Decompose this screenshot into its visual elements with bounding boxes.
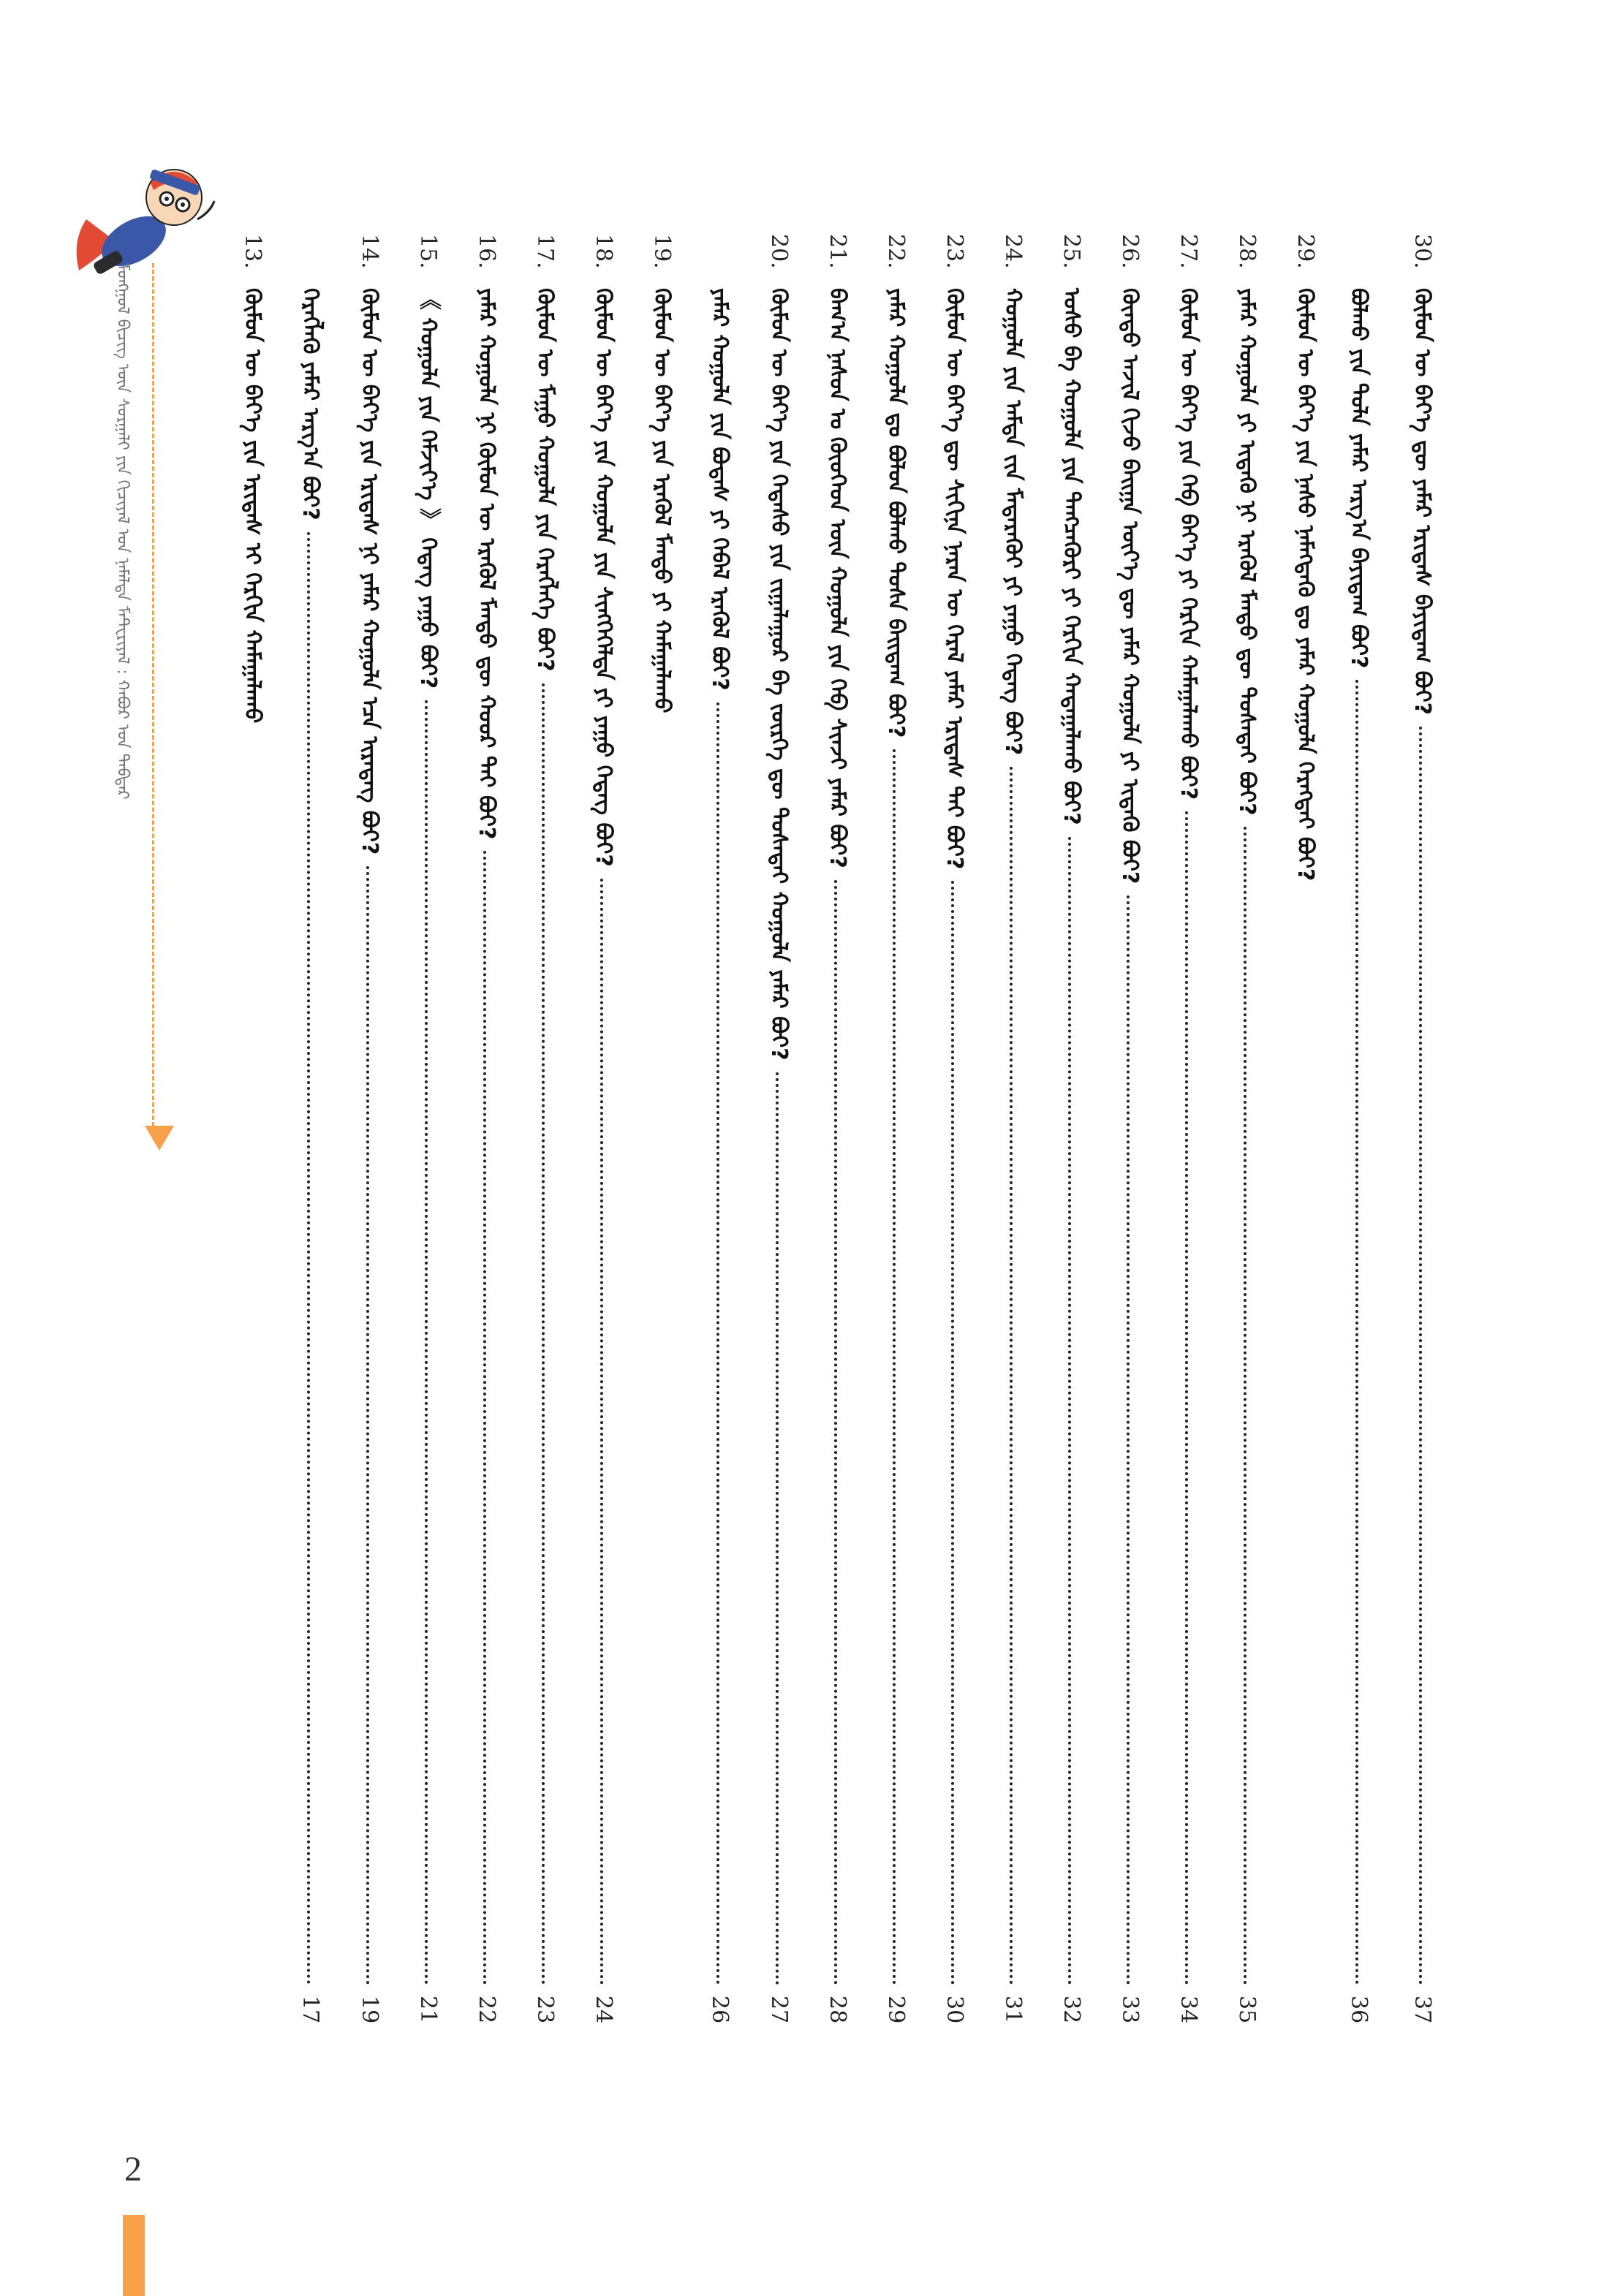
toc-page: 35: [1234, 1996, 1260, 2024]
toc-leader: [716, 702, 722, 1985]
toc-title: ᠶᠠᠮᠠᠷ ᠬᠣᠭᠣᠯᠠ ᠳᠤ ᠪᠣᠯᠤᠨ ᠪᠤᠯᠬᠤ ᠲᠤᠰᠠ ᠪᠠᠢᠳᠠᠭ ᠪᠤᠢ?: [883, 288, 909, 738]
toc-page: 17: [298, 1996, 323, 2024]
toc-page: 36: [1346, 1996, 1372, 2024]
toc-number: 27.: [1176, 234, 1201, 269]
toc-leader: [542, 683, 548, 1985]
toc-number: 25.: [1059, 234, 1084, 269]
toc-number: 28.: [1234, 234, 1260, 269]
toc-number: 21.: [825, 234, 850, 269]
toc-entry[interactable]: [988, 234, 1037, 2047]
toc-title: ᠶᠠᠮᠠᠷ ᠬᠣᠭᠣᠯᠠ ᠨᠢ ᠬᠦᠮᠦᠨ ᠦ ᠡᠷᠡᠭᠦᠯ ᠮᠡᠨᠳᠦ ᠳᠦ ᠬᠣᠣᠷ ᠲᠠᠢ ᠪᠤᠢ?: [474, 288, 499, 840]
toc-title: ᠬᠦᠮᠦᠨ ᠦ ᠮᠠᠭᠤ ᠬᠣᠭᠣᠯᠠ ᠶᠢᠨ ᠬᠡᠷᠡᠭᠯᠡᠬᠡ ᠪᠤᠢ?: [532, 288, 558, 672]
toc-entry[interactable]: [404, 234, 452, 2047]
toc-page: 26: [707, 1996, 733, 2024]
toc-leader: [483, 851, 489, 1985]
toc-title: ᠬᠣᠭᠣᠯᠠ ᠶᠢᠨ ᠠᠮᠲᠠ ᠵᠢᠨ ᠮᠡᠳᠡᠷᠡᠬᠦᠢ ᠶᠢ ᠶᠠᠭᠤ ᠭᠡᠳᠡᠭ ᠪᠤᠢ?: [1000, 288, 1026, 756]
toc-leader: [893, 749, 898, 1985]
toc-entry[interactable]: [579, 234, 627, 2047]
toc-number: 26.: [1117, 234, 1143, 269]
toc-leader: [425, 700, 431, 1985]
toc-entry[interactable]: [291, 234, 329, 2047]
toc-entry[interactable]: [813, 234, 861, 2047]
toc-page: 19: [357, 1996, 382, 2024]
toc-title: ᠬᠦᠮᠦᠨ ᠦ ᠪᠡᠶ᠎ᠡ ᠳᠦ ᠰᠢᠭᠢᠨᠡ ᠨᠠᠷᠠᠨ ᠦ ᠭᠡᠷᠡᠯ ᠶᠠᠮᠠᠷ ᠡᠷᠢᠳᠡᠰ ᠲᠠᠢ ᠪᠤᠢ?: [942, 288, 967, 870]
toc-title: 《 ᠬᠣᠭᠣᠯᠠ ᠶᠢᠨ ᠬᠡᠮᠵᠢᠶ᠎ᠡ 》 ᠭᠡᠳᠡᠭ ᠶᠠᠭᠤ ᠪᠤᠢ?: [415, 288, 441, 689]
toc-entry[interactable]: [700, 234, 738, 2047]
toc-number: 15.: [415, 234, 441, 269]
page-number: 2: [124, 2150, 142, 2189]
toc-title: ᠤᠰᠤ ᠪᠠ ᠬᠣᠭᠣᠯᠠ ᠶᠢᠨ ᠲᠡᠩᠴᠡᠭᠦᠷᠢ ᠶᠢ ᠬᠡᠷᠬᠢᠨ ᠬᠠᠳᠠᠭᠠᠯᠠᠬᠤ ᠪᠤᠢ?: [1059, 288, 1084, 825]
toc-number: 24.: [1000, 234, 1026, 269]
toc-number: 17.: [532, 234, 558, 269]
toc-entry[interactable]: [228, 234, 276, 2047]
toc-page: 29: [883, 1996, 909, 2024]
toc-entry[interactable]: [1222, 234, 1271, 2047]
toc-number: 23.: [942, 234, 967, 269]
toc-title: ᠬᠡᠷᠡᠭᠯᠡᠬᠦ ᠶᠠᠮᠠᠷ ᠠᠷᠭ᠎ᠠ ᠪᠤᠢ?: [298, 288, 323, 520]
toc-title: ᠬᠦᠮᠦᠨ ᠦ ᠪᠡᠶ᠎ᠡ ᠶᠢᠨ ᠭᠡᠳᠡᠰᠦ ᠶᠢᠨ ᠵᠢᠭᠠᠯᠠᠭᠤᠷ ᠪᠠ ᠵᠦᠷᠬᠡ ᠳᠦ ᠲᠤᠰᠠᠲᠠᠢ ᠬᠣᠭᠣᠯᠠ ᠶᠠᠮᠠᠷ ᠪᠤᠢ?: [766, 288, 792, 1061]
toc-entry[interactable]: [1105, 234, 1154, 2047]
toc-title: ᠬᠦᠮᠦᠨ ᠦ ᠪᠡᠶ᠎ᠡ ᠶᠢᠨ ᠬᠡᠪ ᠪᠡᠶ᠎ᠡ ᠶᠢ ᠬᠡᠷᠬᠢᠨ ᠬᠠᠮᠠᠭᠠᠯᠠᠬᠤ ᠪᠤᠢ?: [1176, 288, 1201, 800]
toc-entry[interactable]: [871, 234, 920, 2047]
toc-page: 24: [591, 1996, 616, 2024]
toc-entry[interactable]: [1339, 234, 1377, 2047]
toc-page: 32: [1059, 1996, 1084, 2024]
toc-page: 31: [1000, 1996, 1026, 2024]
toc-leader: [834, 880, 840, 1985]
toc-title: ᠬᠦᠮᠦᠨ ᠦ ᠪᠡᠶ᠎ᠡ ᠳᠦ ᠶᠠᠮᠠᠷ ᠡᠷᠢᠳᠡᠰ ᠪᠠᠶᠢᠳᠠᠭ ᠪᠤᠢ?: [1410, 288, 1435, 716]
toc-title: ᠪᠠᠭ᠎ᠠ ᠨᠠᠰᠤᠨ ᠤ ᠬᠦᠦᠬᠡᠳ ᠦᠨ ᠬᠣᠭᠣᠯᠠ ᠶᠢᠨ ᠬᠡᠪ ᠰᠢᠨᠵᠢ ᠶᠠᠮᠠᠷ ᠪᠤᠢ?: [825, 288, 850, 868]
toc-leader: [951, 881, 957, 1985]
toc-leader: [1010, 767, 1015, 1985]
toc-number: 29.: [1293, 234, 1318, 269]
toc-page: 27: [766, 1996, 792, 2024]
toc-title: ᠬᠦᠮᠦᠨ ᠦ ᠪᠡᠶ᠎ᠡ ᠶᠢᠨ ᠡᠷᠡᠭᠦᠯ ᠮᠡᠨᠳᠦ ᠶᠢ ᠬᠠᠮᠠᠭᠠᠯᠠᠬᠤ: [649, 288, 675, 713]
toc-leader: [776, 1072, 782, 1985]
toc-entry[interactable]: [345, 234, 393, 2047]
toc-entry[interactable]: [521, 234, 569, 2047]
toc-leader: [1419, 727, 1425, 1985]
toc-number: 19.: [649, 234, 675, 269]
toc-entry[interactable]: [638, 234, 686, 2047]
toc-number: 30.: [1410, 234, 1435, 269]
toc-entry[interactable]: [462, 234, 510, 2047]
toc-leader: [1127, 895, 1132, 1985]
toc-title: ᠶᠠᠮᠠᠷ ᠬᠣᠭᠣᠯᠠ ᠶᠢ ᠢᠳᠡᠬᠦ ᠨᠢ ᠡᠷᠡᠭᠦᠯ ᠮᠡᠨᠳᠦ ᠳᠦ ᠲᠤᠰᠠᠲᠠᠢ ᠪᠤᠢ?: [1234, 288, 1260, 816]
toc-page: 34: [1176, 1996, 1201, 2024]
toc-number: 22.: [883, 234, 909, 269]
toc-entry[interactable]: [1164, 234, 1212, 2047]
toc-number: 14.: [357, 234, 382, 269]
toc-leader: [1244, 827, 1249, 1985]
toc-title: ᠬᠦᠮᠦᠨ ᠦ ᠪᠡᠶ᠎ᠡ ᠶᠢᠨ ᠨᠠᠰᠤ ᠨᠡᠮᠡᠭᠳᠡᠬᠦ ᠳᠤ ᠶᠠᠮᠠᠷ ᠬᠣᠭᠣᠯᠠ ᠬᠡᠷᠡᠭᠲᠡᠢ ᠪᠤᠢ?: [1293, 288, 1318, 882]
toc-leader: [1068, 837, 1074, 1985]
toc-number: 16.: [474, 234, 499, 269]
toc-number: 18.: [591, 234, 616, 269]
toc-title: ᠬᠦᠮᠦᠨ ᠦ ᠪᠡᠶ᠎ᠡ ᠶᠢᠨ ᠬᠣᠭᠣᠯᠠ ᠶᠢᠨ ᠰᠢᠩᠭᠡᠭᠡᠯᠲᠡ ᠶᠢ ᠶᠠᠭᠤ ᠭᠡᠳᠡᠭ ᠪᠤᠢ?: [591, 288, 616, 867]
toc-page: 30: [942, 1996, 967, 2024]
toc-entry[interactable]: [1047, 234, 1095, 2047]
toc-number: 13.: [240, 234, 265, 269]
toc-entry[interactable]: [1281, 234, 1329, 2047]
toc-number: 20.: [766, 234, 792, 269]
toc-page: 21: [415, 1996, 441, 2024]
running-header: ᠮᠣᠩᠭᠣᠯ ᠪᠢᠴᠢᠭ᠌ ᠦᠨ ᠰᠤᠷᠭᠠᠯᠢ ᠶᠢᠨ ᠬᠢᠴᠢᠶᠡᠯ ᠤᠨ ᠨᠡᠮᠡᠯᠳᠡ ᠮᠠᠲᠧᠷᠢᠶᠠᠯ : ᠬᠠᠪᠤᠷ ᠤᠨ ᠳᠡᠪᠲᠡᠷ: [113, 263, 132, 800]
toc-title: ᠬᠦᠨᠳᠦ ᠠᠵᠢᠯ ᠬᠢᠵᠦ ᠪᠠᠢᠭᠠ ᠦᠶ᠎ᠡ ᠳᠦ ᠶᠠᠮᠠᠷ ᠬᠣᠭᠣᠯᠠ ᠶᠢ ᠢᠳᠡᠬᠦ ᠪᠤᠢ?: [1117, 288, 1143, 884]
toc-leader: [307, 532, 313, 1985]
toc-leader: [366, 866, 372, 1985]
toc-page: 33: [1117, 1996, 1143, 2024]
toc-leader: [1355, 680, 1361, 1985]
toc-page: 37: [1410, 1996, 1435, 2024]
toc-leader: [1185, 811, 1191, 1985]
toc-title: ᠬᠦᠮᠦᠨ ᠦ ᠪᠡᠶ᠎ᠡ ᠶᠢᠨ ᠡᠷᠢᠳᠡᠰ ᠨᠢ ᠶᠠᠮᠠᠷ ᠬᠣᠭᠣᠯᠠ ᠡᠴᠡ ᠢᠷᠡᠳᠡᠭ ᠪᠤᠢ?: [357, 288, 382, 855]
toc-title: ᠶᠠᠮᠠᠷ ᠬᠣᠭᠣᠯᠠ ᠶᠢᠨ ᠪᠤᠳᠠᠰ ᠶᠢ ᠭᠡᠪᠡᠯ ᠡᠷᠡᠭᠦᠯ ᠪᠤᠢ?: [707, 288, 733, 691]
toc-entry[interactable]: [754, 234, 803, 2047]
toc-entry[interactable]: [930, 234, 978, 2047]
toc-page: 28: [825, 1996, 850, 2024]
toc-leader: [600, 879, 606, 1985]
toc-title: ᠬᠦᠮᠦᠨ ᠦ ᠪᠡᠶ᠎ᠡ ᠶᠢᠨ ᠡᠷᠢᠳᠡᠰ ᠢ ᠬᠡᠷᠬᠢᠨ ᠬᠠᠮᠠᠭᠠᠯᠠᠬᠤ: [240, 288, 265, 724]
toc-page: 23: [532, 1996, 558, 2024]
toc-title: ᠪᠣᠯᠬᠤ ᠶᠢᠨ ᠲᠤᠯᠠ ᠶᠠᠮᠠᠷ ᠠᠷᠭ᠎ᠠ ᠪᠠᠶᠢᠳᠠᠭ ᠪᠤᠢ?: [1346, 288, 1372, 669]
toc-entry[interactable]: [1398, 234, 1446, 2047]
page-tab: [123, 2215, 145, 2296]
toc-page: 22: [474, 1996, 499, 2024]
